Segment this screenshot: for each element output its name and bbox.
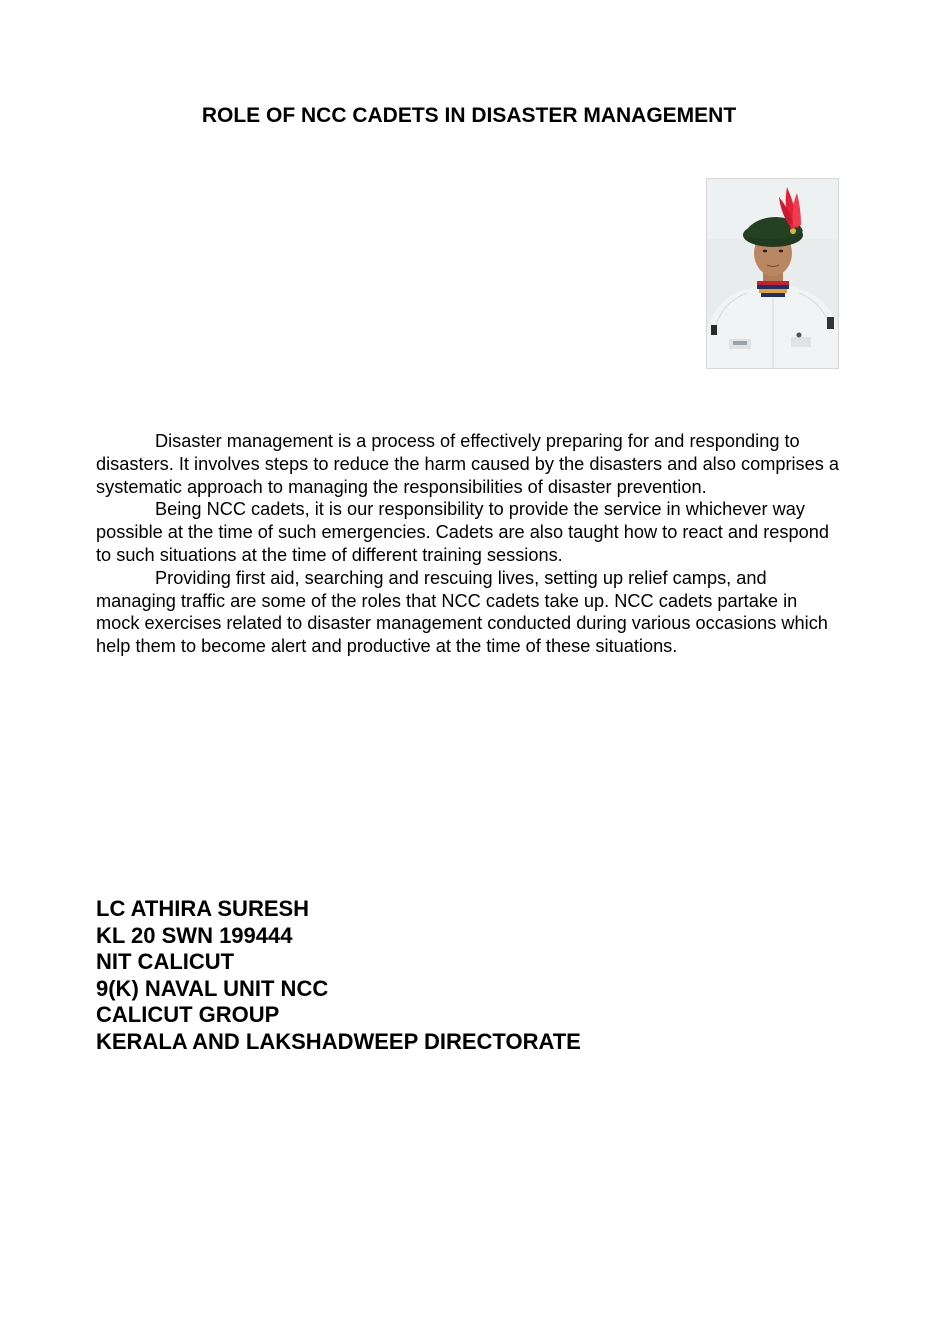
signature-block xyxy=(96,896,796,1056)
paragraph-2: Being NCC cadets, it is our responsibility to provide the service in whichever way possible at the time of such emergencies. Cadets are also taught how to react and respond to such situations at the time of different training sessions. xyxy=(96,499,829,565)
paragraph-3: Providing first aid, searching and rescuing lives, setting up relief camps, and managing traffic are some of the roles that NCC cadets take up. NCC cadets partake in mock exercises related to disaster management conducted during various occasions which help them to become alert and productive at the time of these situations. xyxy=(96,567,828,657)
cadet-portrait-icon xyxy=(707,179,838,368)
cadet-portrait-photo xyxy=(706,178,839,369)
institution-name: NIT CALICUT xyxy=(96,949,235,975)
page-title: ROLE OF NCC CADETS IN DISASTER MANAGEMENT xyxy=(201,104,737,127)
article-body xyxy=(96,430,844,658)
directorate-name: KERALA AND LAKSHADWEEP DIRECTORATE xyxy=(96,1028,581,1054)
regimental-number: KL 20 SWN 199444 xyxy=(96,922,293,948)
cadet-name: LC ATHIRA SURESH xyxy=(96,896,310,921)
paragraph-1: Disaster management is a process of effectively preparing for and responding to disasters. It involves steps to reduce the harm caused by the disasters and also comprises a systematic approach to managing the responsibilities of disaster prevention. xyxy=(96,431,840,497)
unit-name: 9(K) NAVAL UNIT NCC xyxy=(96,975,329,1001)
group-name: CALICUT GROUP xyxy=(96,1002,280,1028)
